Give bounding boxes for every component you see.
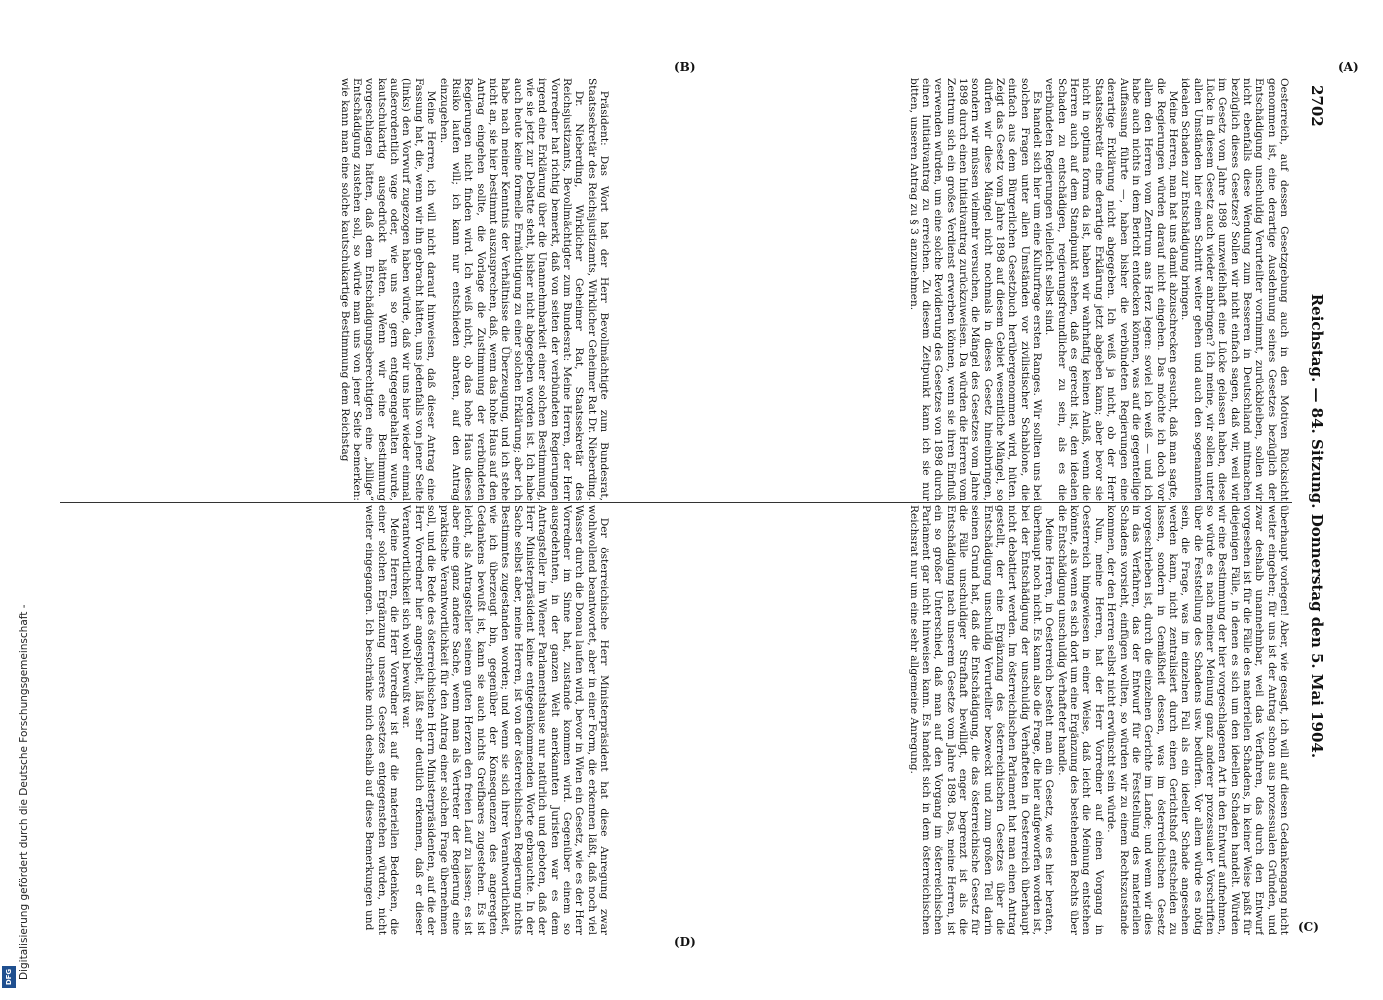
dfg-logo-text: DFG (5, 968, 13, 986)
page-title: Reichstag. — 84. Sitzung. Donnerstag den 5. Mai 1904. (1308, 293, 1326, 759)
margin-mark-d: (D) (674, 935, 696, 949)
dfg-logo (2, 966, 16, 988)
paragraph: Präsident: Das Wort hat der Herr Bevollmächtigte zum Bundesrat, Staatssekretär des Reichsjustizamts, Wirklicher Geheimer Rat Dr. Nieberding. (585, 78, 610, 501)
paragraph: Oesterreich, auf dessen Gesetzgebung auch in den Motiven Rücksicht genommen ist, eine derartige Ausdehnung seines Gesetzes bezüglich der Entschädigung unschuldig Verurteilter vornimmt, zurückbleiben, sollen wir nicht ebenfalls diese Wendung zum Besseren in Deutschland mitmachen bezüglich dieses Gesetzes? Sollen wir nicht einfach sagen, daß wir, weil wir im Gesetz vom Jahre 1898 unzweifelhaft eine Lücke gelassen haben, diese Lücke in diesem Gesetz auch wieder anbringen? Ich meine, wir sollen unter allen Umständen hier einen Schritt weiter gehen und auch den sogenannten idealen Schaden zur Entschädigung bringen. (1179, 78, 1290, 501)
margin-mark-b: (B) (674, 60, 696, 74)
paragraph: Es handelt sich hier um eine Kulturfrage ersten Ranges. Wir sollten uns bei solchen Fragen unter allen Umständen vor zivilistischer Schablone, die einfach aus dem Bürgerlichen Gesetzbuch herübergenommen wird, hüten. Zeigt das Gesetz vom Jahre 1898 auf diesem Gebiet wesentliche Mängel, so dürfen wir diese Mängel nicht nochmals in dieses Gesetz hineinbringen, sondern wir müssen vielmehr versuchen, die Mängel des Gesetzes vom Jahre 1898 durch einen Initiativantrag zurückzuweisen. Da würden die Herren vom Zentrum sich ein großes Verdienst erwerben können, wenn sie ihren Einfluß verwenden würden, um eine solche Revidierung des Gesetzes von 1898 durch einen Initiativantrag zu erreichen. Zu diesem Zeitpunkt kann ich sie nur bitten, unseren Antrag zu § 3 anzunehmen. (907, 78, 1044, 501)
column-divider (60, 502, 1292, 503)
margin-mark-a: (A) (1338, 60, 1359, 74)
paragraph: überhaupt vorlegen! Aber, wie gesagt, ich will auf diesen Gedankengang nicht weiter eingehen; für uns ist der Antrag schon aus prozessualen Gründen, und zwar deshalb unannehmbar, weil das Verfahren, das durch den Entwurf vorgesehen ist für die Fälle des materiellen Schadens, in keiner Weise paßt für diejenigen Fälle, in denen es sich um den ideellen Schaden handelt. Würden wir eine Bestimmung der hier vorgeschlagenen Art in den Entwurf aufnehmen, so würde es nach meiner Meinung ganz anderer prozessualer Vorschriften über die Feststellung des Schadens usw. bedürfen. Vor allem würde es nötig sein, die Frage, was im einzelnen Fall als ein ideeller Schade angesehen werden kann, nicht zentralisiert durch einen Gerichtshof entscheiden zu lassen, sondern in Gemäßheit dessen, was im österreichischen Gesetz vorgeschrieben ist, durch die einzelnen Gerichte im Lande; und wenn wir dies in das Verfahren, das der Entwurf für die Feststellung des materiellen Schadens vorsieht, einfügen wollten, so würden wir zu einem Rechtszustande kommen, der den Herren selbst nicht erwünscht sein würde. (1105, 505, 1290, 935)
page-number: 2702 (1308, 85, 1326, 127)
page-header (1301, 85, 1333, 965)
margin-mark-c: (C) (1298, 920, 1319, 934)
digitization-credit (2, 40, 30, 980)
credit-text: Digitalisierung gefördert durch die Deutsche Forschungsgemeinschaft - (18, 604, 30, 980)
column-right-bottom (75, 505, 610, 935)
column-left-top (670, 78, 1290, 501)
paragraph: Meine Herren, ich will nicht darauf hinweisen, daß dieser Antrag eine Fassung hat, die, wenn wir ihn gebracht hätten, uns jedenfalls von jener Seite (links) den Vorwurf zugezogen haben würde, daß wir uns hier wieder einmal außerordentlich vage oder, wie uns so gern entgegengehalten wurde, kautschukartig ausgedrückt hätten. Wenn wir eine Bestimmung vorgeschlagen hätten, daß dem Entschädigungsberechtigten eine „billige“ Entschädigung zustehen soll, so würde man uns von jener Seite bemerken: wie kann man eine solche kautschukartige Bestimmung dem Reichstag (338, 78, 438, 501)
column-right-top (670, 505, 1290, 935)
paragraph: Dr. Nieberding, Wirklicher Geheimer Rat, Staatssekretär des Reichsjustizamts, Bevollmächtigter zum Bundesrat: Meine Herren, der Herr Vorredner hat richtig bemerkt, daß von seiten der verbündeten Regierungen irgend eine Erklärung über die Unannehmbarkeit einer solchen Bestimmung, wie sie jetzt zur Debatte steht, bisher nicht abgegeben worden ist. Ich habe auch heute keine formelle Ermächtigung zu einer solchen Erklärung; aber ich habe nach meiner Kenntnis der Verhältnisse die Überzeugung, und ich stehe nicht an, sie hier bestimmt auszusprechen, daß, wenn das hohe Haus auf den Antrag eingehen sollte, die Vorlage die Zustimmung der verbündeten Regierungen nicht finden wird. Ich weiß nicht, ob das hohe Haus dieses Risiko laufen will; ich kann nur entschieden abraten, auf den Antrag einzugehen. (437, 78, 586, 501)
column-left-bottom (75, 78, 610, 501)
paragraph: Nun, meine Herren, hat der Herr Vorredner auf einen Vorgang in Oesterreich hingewiesen in einer Weise, daß leicht die Meinung entstehen könnte, als wenn es sich dort um eine Ergänzung des bestehenden Rechts über die Entschädigung unschuldig Verhafteter handle. (1055, 505, 1105, 935)
paragraph: Der österreichische Herr Ministerpräsident hat diese Anregung zwar wohlwollend beantwortet, aber in einer Form, die erkennen läßt, daß noch viel Wasser durch die Donau laufen wird, bevor in Wien ein Gesetz, wie es der Herr Vorredner im Sinne hat, zustande kommen wird. Gegenüber einem so ausgedehnten, in der ganzen Welt anerkannten Juristen war es dem Antragsteller im Wiener Parlamentshause nur natürlich und geboten, daß der Herr Ministerpräsident keine entgegenkommenden Worte gebrauchte. In der Sache selbst aber, meine Herren, ist von der österreichischen Regierung nichts Bestimmtes zugestanden worden; und wenn sie sich ihrer Verantwortlichkeit, wie ich überzeugt bin, gegenüber der Konsequenzen des angeregten Gedankens bewußt ist, kann sie auch nichts Greifbares zugestehen. Es ist leicht, als Antragsteller seinem guten Herzen den freien Lauf zu lassen; es ist aber eine ganz andere Sache, wenn man als Vertreter der Regierung eine praktische Verantwortlichkeit für den Antrag einer solchen Frage übernehmen soll, und die Rede des österreichischen Herrn Ministerpräsidenten, auf die der Herr Vorredner hier angespielt, läßt sehr deutlich erkennen, daß er dieser Verantwortlichkeit sich wohl bewußt war. (400, 505, 610, 935)
paragraph: Meine Herren, man hat uns damit abzuschrecken gesucht, daß man sagte, die Regierungen würden darauf nicht eingehen. Das möchte ich doch vor allem den Herren vom Zentrum ans Herz legen: soviel ich weiß — und ich habe auch nichts in dem Bericht entdecken können, was auf die gegenteilige Auffassung führte —, haben bisher die verbündeten Regierungen eine derartige Erklärung nicht abgegeben. Ich weiß ja nicht, ob der Herr Staatssekretär eine derartige Erklärung jetzt abgeben kann; aber bevor sie nicht in optima forma da ist, haben wir wahrhaftig keinen Anlaß, wenn die Herren auch auf dem Standpunkt stehen, daß es gerecht ist, den idealen Schaden zu entschädigen, regierungsfreundlicher zu sein, als es die verbündeten Regierungen vielleicht selbst sind. (1043, 78, 1179, 501)
paragraph: Meine Herren, in Oesterreich besteht man ein Gesetz, wie es hier beraten, überhaupt noch nicht. Es kann also die Frage, die hier aufgeworfen worden ist, bei der Entschädigung der unschuldig Verhafteten in Oesterreich überhaupt nicht debattiert werden. Im österreichischen Parlament hat man einen Antrag gestellt, der eine Ergänzung des österreichischen Gesetzes über die Entschädigung unschuldig Verurteilter bezweckt und zum großen Teil darin seinen Grund hat, daß die Entschädigung, die das österreichische Gesetz für die Fälle unschuldiger Strafhaft bewilligt, enger begrenzt ist als die Entschädigung nach unserem Gesetze vom Jahre 1898. Das, meine Herren, ist ein so großer Unterschied, daß man auf den Vorgang im österreichischen Parlament gar nicht hinweisen kann. Es handelt sich in dem österreichischen Reichsrat nur um eine sehr allgemeine Anregung. (907, 505, 1056, 935)
paragraph: Meine Herren, die Herr Vorredner ist auf die materiellen Bedenken, die einer solchen Ergänzung unseres Gesetzes entgegenstehen würden, nicht weiter eingegangen. Ich beschränke mich deshalb auf diese Bemerkungen und (363, 505, 401, 935)
